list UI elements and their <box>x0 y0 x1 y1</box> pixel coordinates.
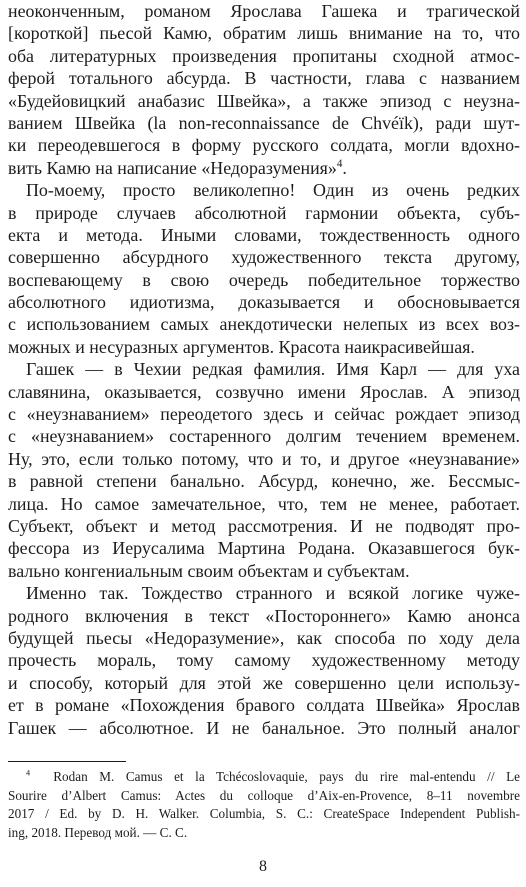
main-text <box>8 0 520 739</box>
text-line: фессора из Иерусалима Мартина Родана. Оказавшегося бук- <box>8 538 520 559</box>
text-line: ет в романе «Похождения бравого солдата Швейка» Ярослав <box>8 695 520 716</box>
footnote-line: Sourire d’Albert Camus: Actes du colloque d’Aix-en-Provence, 8–11 novembre <box>8 787 520 803</box>
text-line: «Будейовицкий анабазис Швейка», а также эпизод с неузна- <box>8 90 520 111</box>
text-line: ванием Швейка (la non-reconnaissance de Chvéïk), ради шут- <box>8 112 520 133</box>
text-line: [короткой] пьесой Камю, обратим лишь внимание на то, что <box>8 23 520 44</box>
text-line-punctuation: . <box>342 157 347 178</box>
text-line: с «неузнаванием» переодетого здесь и сейчас рождает эпизод <box>8 404 520 425</box>
text-line-content: вить Камю на написание «Недоразумения» <box>8 157 337 178</box>
text-line: родного включения в текст «Постороннего» Камю анонса <box>8 605 520 626</box>
text-line: Гашек — в Чехии редкая фамилия. Имя Карл — для уха <box>26 359 520 380</box>
text-line: ки переодевшегося в форму русского солдата, могли вдохно- <box>8 135 520 156</box>
text-line: неоконченным, романом Ярослава Гашека и трагической <box>8 1 520 21</box>
text-line <box>8 157 520 179</box>
footnote-divider <box>8 761 126 762</box>
page-number: 8 <box>259 858 267 875</box>
paragraph-3 <box>8 358 520 582</box>
text-line: Ну, это, если только потому, что и то, и другое «неузнавание» <box>8 448 520 469</box>
text-line: можных и несуразных аргументов. Красота наикрасивейшая. <box>8 336 475 357</box>
footnote-number: 4 <box>26 768 31 778</box>
text-line: будущей пьесы «Недоразумение», как способа по ходу дела <box>8 627 520 648</box>
text-line: ферой тотального абсурда. В частности, глава с названием <box>8 68 520 89</box>
text-line: воспевающему в свою очередь победительное торжество <box>8 269 520 290</box>
footnote-line: 2017 / Ed. by D. H. Walker. Columbia, S. C.: CreateSpace Independent Publish- <box>8 806 520 821</box>
text-line: екта и метода. Иными словами, тождественность одного <box>8 224 520 245</box>
text-line: Субъект, объект и метод рассмотрения. И не подводят про- <box>8 515 520 536</box>
paragraph-4 <box>8 582 520 739</box>
text-line: совершенно абсурдного художественного текста другому, <box>8 247 520 268</box>
text-line: славянина, оказывается, созвучно имени Ярослав. А эпизод <box>8 381 520 402</box>
text-line: лица. Но самое замечательное, что, тем не менее, работает. <box>8 493 520 514</box>
text-line: с использованием самых анекдотически нелепых из всех воз- <box>8 314 520 335</box>
text-line: в природе случаев абсолютной гармонии объекта, субъ- <box>8 202 520 223</box>
text-line: прочесть мораль, тому самому художественному методу <box>8 650 520 671</box>
paragraph-2 <box>8 179 520 358</box>
text-line: вально конгениальным своим объектам и субъектам. <box>8 560 410 581</box>
text-line: оба литературных произведения пропитаны сходной атмос- <box>8 45 520 66</box>
footnote-line: ing, 2018. Перевод мой. — С. С. <box>8 824 188 840</box>
footnote-reference[interactable]: 4 <box>336 157 343 170</box>
text-line: абсолютного идиотизма, доказывается и обосновывается <box>8 292 520 313</box>
paragraph-1 <box>8 0 520 179</box>
footnote-text: Rodan M. Camus et la Tchécoslovaquie, pays du rire mal-entendu // Le <box>53 769 520 784</box>
footnotes <box>8 768 520 842</box>
text-line: в равной степени банально. Абсурд, конечно, же. Бессмыс- <box>8 471 520 492</box>
text-line: Именно так. Тождество странного и всякой логике чуже- <box>26 583 520 604</box>
text-line: Гашек — абсолютное. И не банальное. Это полный аналог <box>8 717 520 738</box>
text-line: с «неузнаванием» состаренного долгим течением временем. <box>8 426 520 447</box>
text-line: и способу, который для этой же совершенно цели использу- <box>8 672 520 693</box>
footnote-line <box>8 768 520 787</box>
text-line: По-моему, просто великолепно! Один из очень редких <box>26 180 520 201</box>
